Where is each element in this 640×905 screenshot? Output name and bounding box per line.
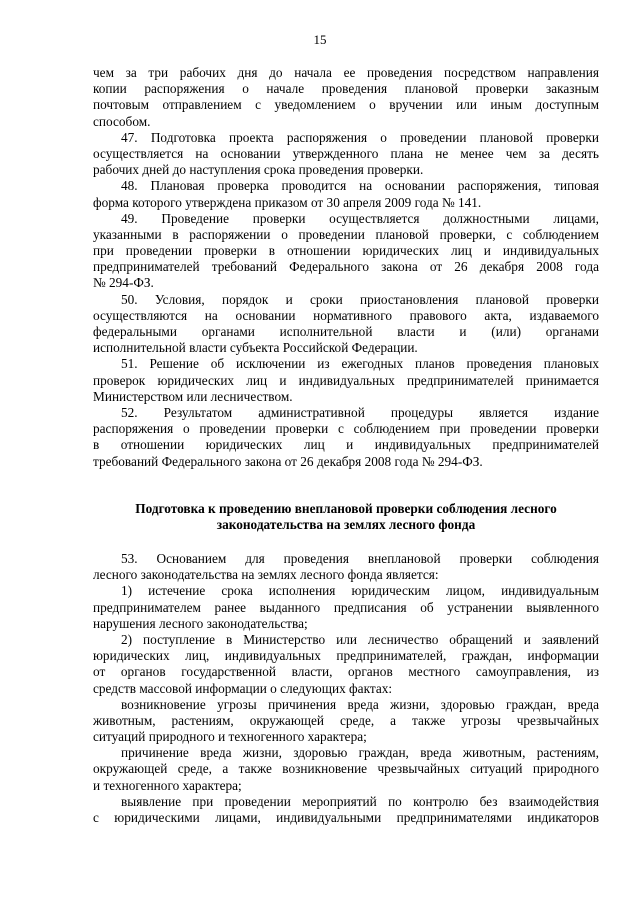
text-line: форма которого утверждена приказом от 30 апреля 2009 года № 141.	[93, 194, 482, 210]
text-line: причинение вреда жизни, здоровью граждан, вреда животным, растениям,	[121, 745, 599, 761]
section-heading	[93, 501, 599, 534]
page-number: 15	[313, 32, 327, 47]
text-line: чем за три рабочих дня до начала ее проведения посредством направления	[93, 65, 599, 80]
text-line: рабочих дней до наступления срока проведения проверки.	[93, 162, 424, 178]
text-line: при проведении проверки в отношении юридических лиц и индивидуальных	[93, 243, 599, 259]
text-line: предпринимателей требований Федерального закона от 26 декабря 2008 года	[93, 259, 599, 275]
text-line: нарушения лесного законодательства;	[93, 615, 308, 631]
text-line: предпринимателем ранее выданного предписания об устранении выявленного	[93, 599, 599, 615]
heading-line: законодательства на землях лесного фонда	[216, 517, 476, 533]
text-line: окружающей среде, а также возникновение чрезвычайных ситуаций природного	[93, 761, 599, 777]
text-line: копии распоряжения о начале проведения плановой проверки заказным	[93, 81, 599, 97]
text-line: указанными в распоряжении о проведении плановой проверки, с соблюдением	[93, 226, 599, 242]
text-line: 2) поступление в Министерство или лесничество обращений и заявлений	[121, 631, 599, 647]
text-line: с юридическими лицами, индивидуальными предпринимателями индикаторов	[93, 810, 599, 825]
text-line: 52. Результатом административной процедуры является издание	[121, 404, 599, 420]
text-line: животным, растениям, окружающей среде, а также угрозы чрезвычайных	[93, 712, 599, 728]
text-line: № 294-ФЗ.	[93, 275, 154, 291]
heading-line: Подготовка к проведению внеплановой проверки соблюдения лесного	[135, 501, 557, 516]
text-line: ситуаций природного и техногенного характера;	[93, 729, 367, 745]
text-line: юридических лиц, индивидуальных предпринимателей, граждан, информации	[93, 648, 599, 664]
text-line: в отношении юридических лиц и индивидуальных предпринимателей	[93, 437, 599, 453]
text-line: осуществляется на основании утвержденного плана не менее чем за десять	[93, 145, 599, 161]
text-line: Министерством или лесничеством.	[93, 388, 293, 404]
text-line: от органов государственной власти, органов местного самоуправления, из	[93, 664, 599, 680]
text-line: 51. Решение об исключении из ежегодных планов проведения плановых	[121, 356, 599, 372]
text-line: исполнительной власти субъекта Российской Федерации.	[93, 340, 418, 356]
text-line: возникновение угрозы причинения вреда жизни, здоровью граждан, вреда	[121, 696, 599, 712]
text-line: проверок юридических лиц и индивидуальных предпринимателей принимается	[93, 372, 599, 388]
text-line: средств массовой информации о следующих фактах:	[93, 680, 393, 696]
text-line: 50. Условия, порядок и сроки приостановления плановой проверки	[121, 291, 599, 307]
text-line: и техногенного характера;	[93, 777, 242, 793]
text-line: требований Федерального закона от 26 декабря 2008 года № 294-ФЗ.	[93, 453, 483, 469]
text-line: 47. Подготовка проекта распоряжения о проведении плановой проверки	[121, 129, 599, 145]
text-line: 53. Основанием для проведения внеплановой проверки соблюдения	[121, 551, 599, 566]
text-line: выявление при проведении мероприятий по контролю без взаимодействия	[121, 793, 599, 809]
text-line: почтовым отправлением с уведомлением о вручении или иным доступным	[93, 97, 599, 113]
text-line: способом.	[93, 113, 151, 129]
text-line: федеральными органами исполнительной власти и (или) органами	[93, 324, 599, 339]
body-text-section-1	[93, 65, 599, 470]
text-line: 1) истечение срока исполнения юридическим лицом, индивидуальным	[121, 583, 599, 599]
text-line: 48. Плановая проверка проводится на основании распоряжения, типовая	[121, 178, 599, 194]
text-line: осуществляются на основании нормативного правового акта, издаваемого	[93, 307, 599, 323]
text-line: лесного законодательства на землях лесного фонда является:	[93, 567, 439, 583]
text-line: 49. Проведение проверки осуществляется должностными лицами,	[121, 210, 599, 226]
body-text-section-2	[93, 551, 599, 826]
text-line: распоряжения о проведении проверки с соблюдением при проведении проверки	[93, 421, 599, 437]
